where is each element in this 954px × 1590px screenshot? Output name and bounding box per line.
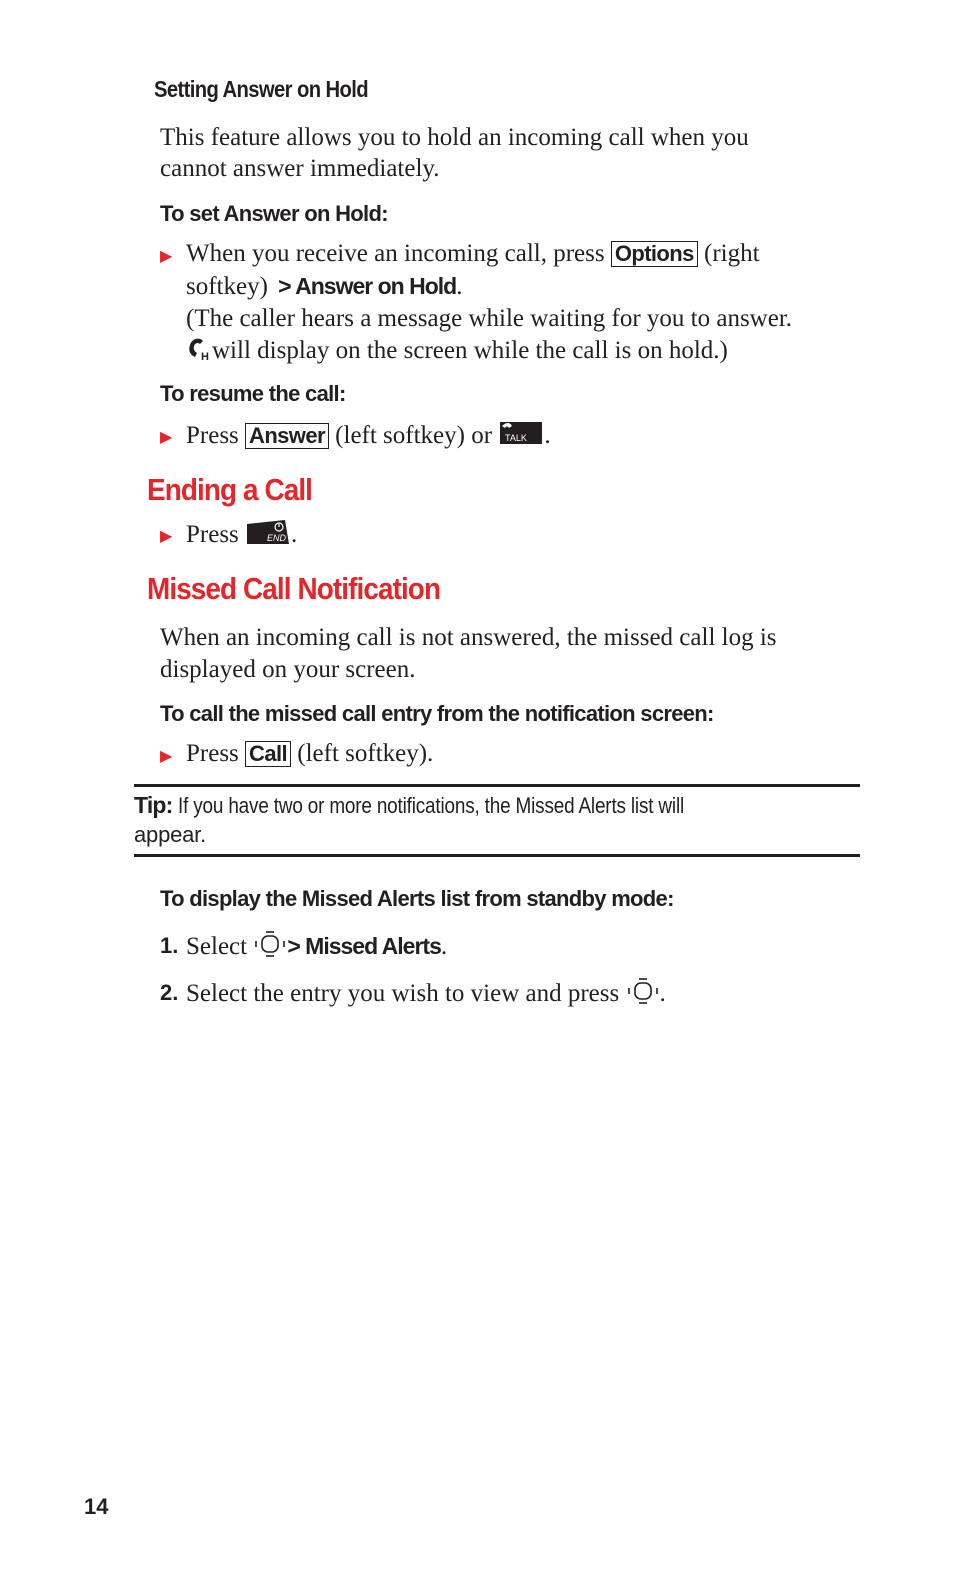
tip-text-1: If you have two or more notifications, the Missed Alerts list will <box>178 793 685 818</box>
missed-line-2: displayed on your screen. <box>160 656 416 683</box>
step-2-text: Select the entry you wish to view and press <box>186 980 620 1008</box>
missed-alerts-path: > Missed Alerts <box>287 933 441 960</box>
missed-line-1: When an incoming call is not answered, the missed call log is <box>160 624 777 651</box>
ending-step <box>186 518 297 555</box>
set-hold-step-text-2: (right <box>704 240 760 267</box>
missed-heading: Missed Call Notification <box>147 571 441 606</box>
step-2-number: 2. <box>160 980 179 1005</box>
set-hold-note-1: (The caller hears a message while waiting for you to answer. <box>186 305 793 332</box>
select-text: Select <box>186 933 248 961</box>
step-1-number: 1. <box>160 933 179 958</box>
resume-heading: To resume the call: <box>160 381 346 406</box>
menu-path: > Answer on Hold <box>278 273 457 299</box>
answer-key: Answer <box>245 423 329 449</box>
options-key: Options <box>611 241 698 267</box>
svg-text:TALK: TALK <box>505 433 528 443</box>
menu-ok-key-icon <box>253 930 287 967</box>
tip-line-1 <box>134 790 767 821</box>
period: . <box>440 933 448 961</box>
missed-step <box>186 738 433 770</box>
tip-bottom-rule <box>134 854 860 857</box>
page-number: 14 <box>84 1494 109 1519</box>
talk-key-icon <box>498 420 544 455</box>
softkey-text: softkey) <box>186 273 268 300</box>
section-title: Setting Answer on Hold <box>154 76 368 102</box>
bullet-icon: ▶ <box>160 748 173 765</box>
call-key: Call <box>245 741 291 767</box>
missed-subheading: To call the missed call entry from the notification screen: <box>160 701 714 726</box>
missed-step-tail: (left softkey). <box>297 740 434 767</box>
set-hold-step-line-2 <box>186 270 462 303</box>
bullet-icon: ▶ <box>160 429 173 446</box>
tip-text-2: appear. <box>134 822 207 847</box>
period: . <box>456 273 463 300</box>
svg-text:END: END <box>267 533 287 543</box>
set-hold-note-2: will display on the screen while the call is on hold.) <box>212 337 728 365</box>
set-hold-heading: To set Answer on Hold: <box>160 201 388 226</box>
bullet-icon: ▶ <box>160 248 173 265</box>
set-hold-step-text: When you receive an incoming call, press <box>186 240 605 267</box>
menu-ok-key-icon <box>626 977 660 1014</box>
press-text: Press <box>186 521 239 549</box>
set-hold-note-2-line <box>186 335 728 370</box>
period: . <box>544 422 551 450</box>
set-hold-step-line-1 <box>186 238 760 270</box>
period: . <box>659 980 666 1008</box>
step-2 <box>186 977 666 1014</box>
bullet-icon: ▶ <box>160 528 173 545</box>
ending-heading: Ending a Call <box>147 472 313 507</box>
press-text: Press <box>186 422 239 450</box>
intro-line-2: cannot answer immediately. <box>160 155 440 182</box>
call-on-hold-icon <box>186 335 212 370</box>
press-text: Press <box>186 740 239 767</box>
svg-text:H: H <box>201 351 209 361</box>
intro-line-1: This feature allows you to hold an incoming call when you <box>160 124 749 151</box>
resume-mid-text: (left softkey) or <box>335 422 493 450</box>
tip-top-rule <box>134 784 860 787</box>
period: . <box>291 521 298 549</box>
standby-heading: To display the Missed Alerts list from standby mode: <box>160 886 674 911</box>
step-1 <box>186 930 447 967</box>
tip-label: Tip: <box>134 792 173 818</box>
end-key-icon <box>245 518 291 555</box>
resume-step <box>186 420 551 455</box>
